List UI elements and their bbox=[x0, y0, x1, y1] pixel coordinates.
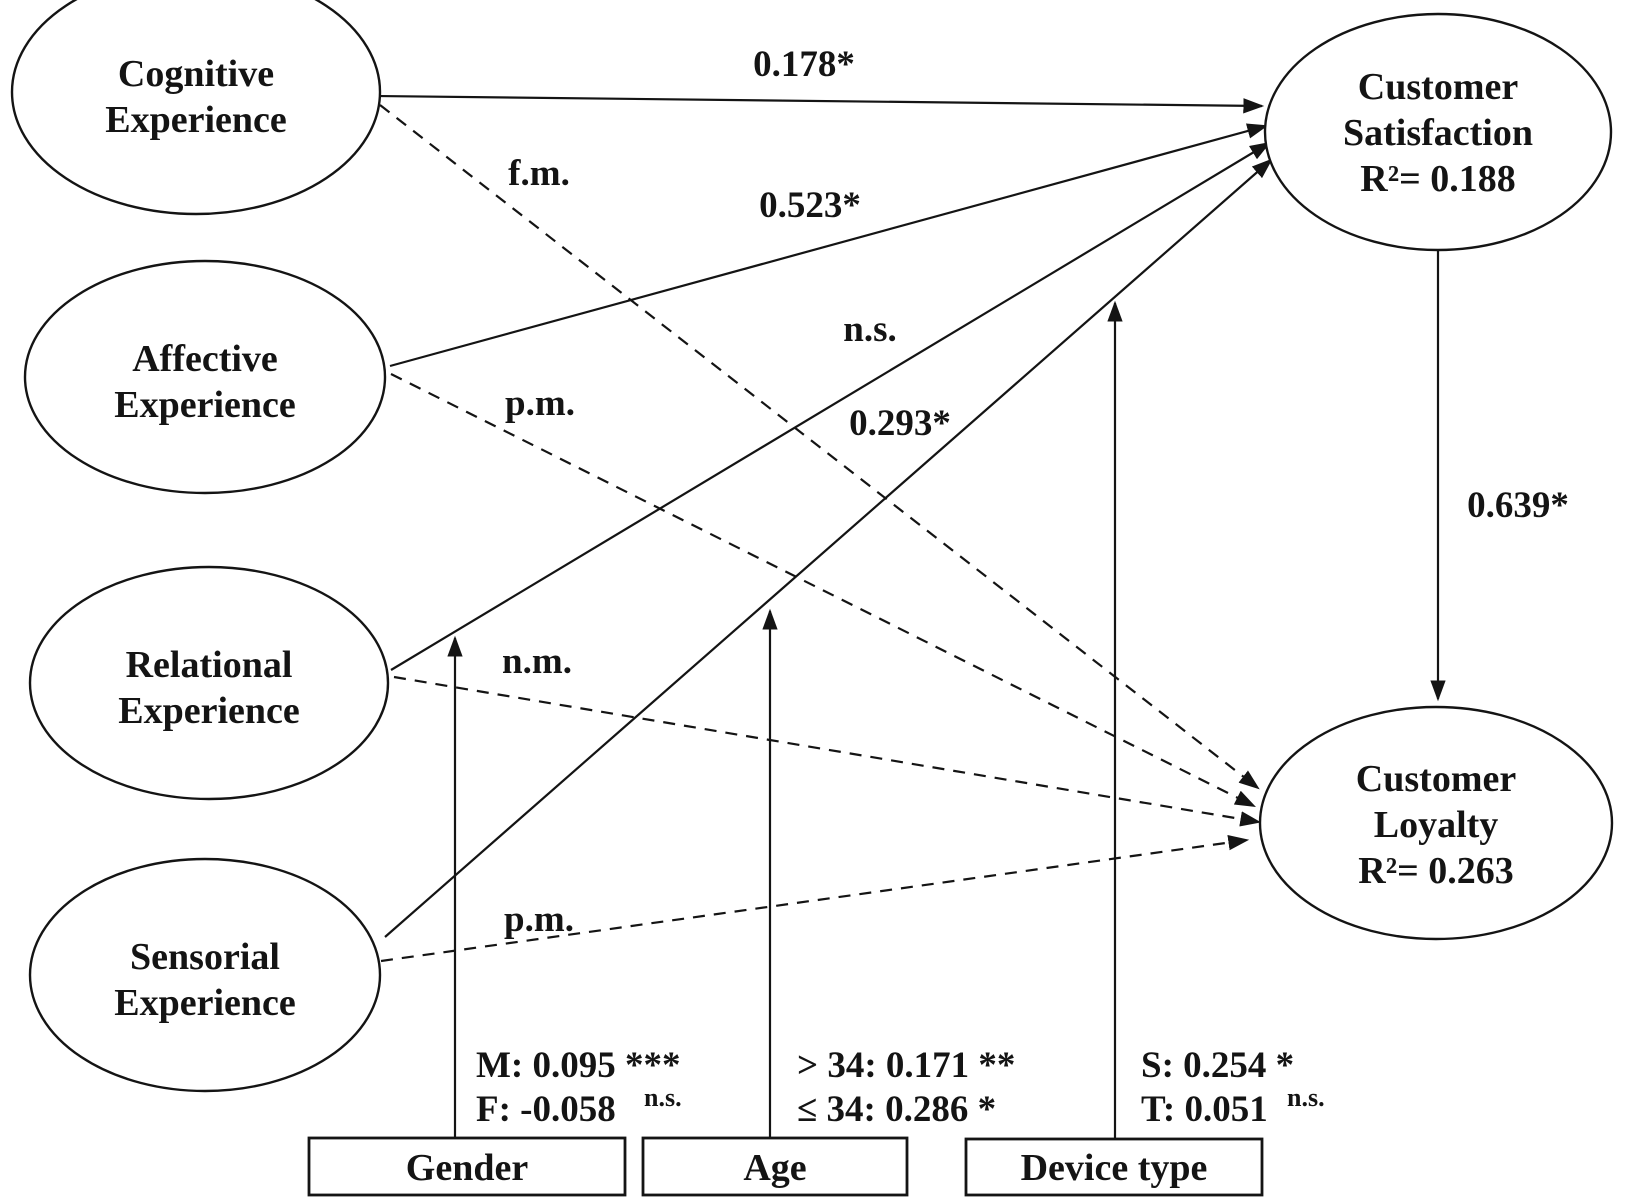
gender-box-label: Gender bbox=[405, 1147, 529, 1189]
gender-stat-female: F: -0.058 bbox=[476, 1089, 616, 1130]
coef-cognitive-satisfaction: 0.178* bbox=[753, 44, 855, 85]
path-cognitive-to-satisfaction bbox=[377, 96, 1262, 106]
coef-affective-satisfaction: 0.523* bbox=[759, 185, 861, 226]
age-stat-over-34: > 34: 0.171 ** bbox=[797, 1045, 1016, 1086]
moderator-boxes bbox=[309, 1138, 1262, 1195]
satisfaction-label-line2: Satisfaction bbox=[1343, 112, 1533, 154]
coef-relational-satisfaction: n.s. bbox=[843, 309, 897, 350]
relational-label-line2: Experience bbox=[118, 690, 300, 732]
affective-label-line1: Affective bbox=[132, 338, 278, 380]
coef-sensorial-satisfaction: 0.293* bbox=[849, 403, 951, 444]
loyalty-label-line2: Loyalty bbox=[1373, 804, 1499, 846]
path-affective-to-loyalty bbox=[391, 374, 1254, 806]
age-stat-under-34: ≤ 34: 0.286 * bbox=[797, 1089, 997, 1130]
coef-cognitive-loyalty: f.m. bbox=[508, 153, 570, 194]
device-stat-smartphone: S: 0.254 * bbox=[1141, 1045, 1295, 1086]
moderator-arrows bbox=[455, 303, 1115, 1139]
paths-to-loyalty bbox=[380, 105, 1259, 961]
device-type-box-label: Device type bbox=[1020, 1147, 1208, 1189]
relational-label-line1: Relational bbox=[125, 644, 293, 686]
coef-sensorial-loyalty: p.m. bbox=[504, 899, 574, 940]
cognitive-label-line2: Experience bbox=[105, 99, 287, 141]
affective-label-line2: Experience bbox=[114, 384, 296, 426]
sensorial-label-line1: Sensorial bbox=[130, 936, 280, 978]
path-relational-to-loyalty bbox=[394, 677, 1259, 822]
gender-stat-male: M: 0.095 *** bbox=[476, 1045, 681, 1086]
sensorial-label-line2: Experience bbox=[114, 982, 296, 1024]
satisfaction-r2-value: R²= 0.188 bbox=[1360, 158, 1516, 200]
satisfaction-label-line1: Customer bbox=[1357, 66, 1519, 108]
loyalty-label-line1: Customer bbox=[1355, 758, 1517, 800]
moderator-statistics bbox=[476, 1045, 1325, 1130]
coef-relational-loyalty: n.m. bbox=[502, 641, 572, 682]
loyalty-r2-value: R²= 0.263 bbox=[1358, 850, 1514, 892]
latent-nodes bbox=[12, 0, 1612, 1091]
path-sensorial-to-satisfaction bbox=[385, 160, 1271, 937]
device-stat-tablet: T: 0.051 bbox=[1141, 1089, 1268, 1130]
gender-stat-female-sig: n.s. bbox=[644, 1083, 682, 1112]
coef-affective-loyalty: p.m. bbox=[505, 383, 575, 424]
cognitive-label-line1: Cognitive bbox=[117, 53, 275, 95]
coef-satisfaction-loyalty: 0.639* bbox=[1467, 485, 1569, 526]
age-box-label: Age bbox=[743, 1147, 807, 1189]
device-stat-tablet-sig: n.s. bbox=[1287, 1083, 1325, 1112]
